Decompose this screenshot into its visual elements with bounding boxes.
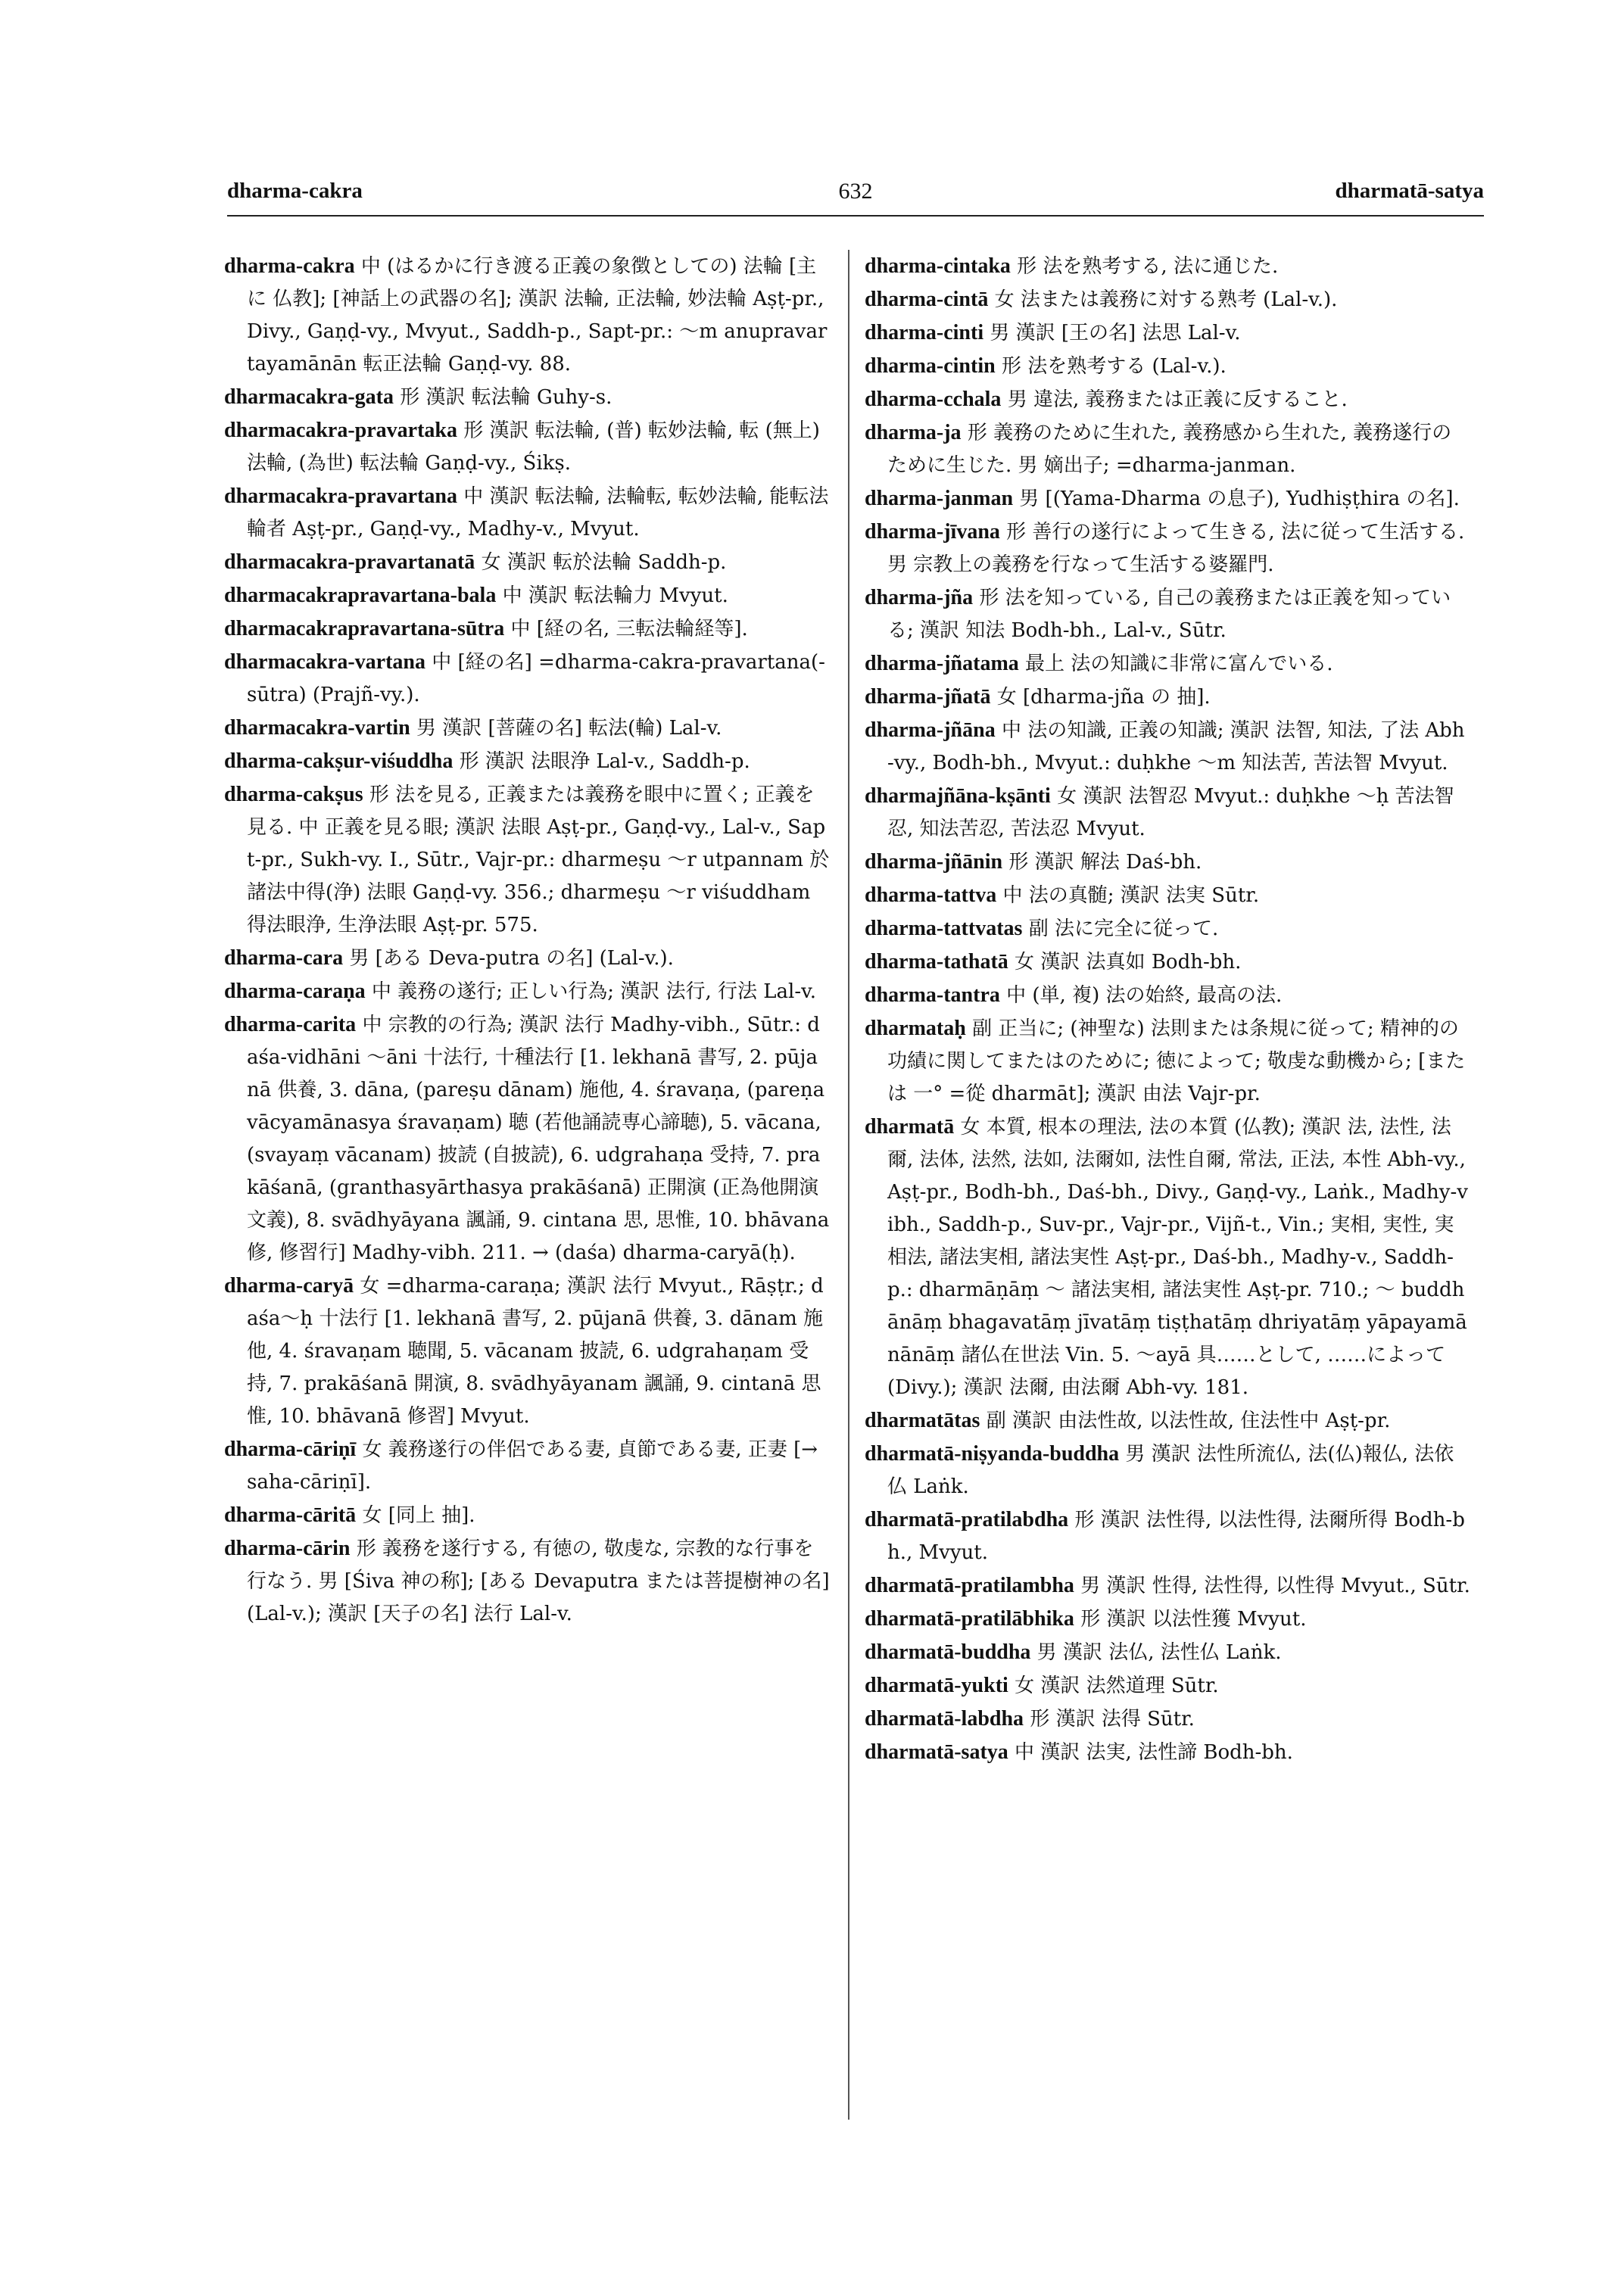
entry-headword: dharmacakrapravartana-sūtra [224, 617, 505, 640]
entry-headword: dharmatā-pratilabdha [865, 1508, 1069, 1531]
entry-definition: 中 [経の名, 三転法輪経等]. [510, 618, 748, 640]
entry-definition: 女 義務遂行の伴侶である妻, 貞節である妻, 正妻 [→ saha-cāriṇī]. [247, 1438, 818, 1494]
dictionary-entry [224, 1008, 830, 1270]
dictionary-entry [865, 383, 1470, 416]
entry-headword: dharmacakrapravartana-bala [224, 584, 497, 607]
entry-definition: 形 法を熟考する (Lal-v.). [1001, 355, 1227, 378]
entry-definition: 形 法を熟考する, 法に通じた. [1017, 255, 1279, 278]
dictionary-entry [865, 979, 1470, 1012]
entry-headword: dharma-cārin [224, 1537, 351, 1560]
dictionary-entry [224, 546, 830, 579]
entry-headword: dharmacakra-vartin [224, 716, 410, 740]
entry-headword: dharma-cāritā [224, 1503, 357, 1527]
entry-definition: 女 漢訳 転於法輪 Saddh-p. [481, 551, 727, 574]
dictionary-entry [865, 250, 1470, 283]
entry-definition: 中 法の知識, 正義の知識; 漢訳 法智, 知法, 了法 Abh-vy., Bodh-bh., Mvyut.: duḥkhe ～m 知法苦, 苦法智 Mvyut. [887, 719, 1465, 774]
entry-definition: 形 法を見る, 正義または義務を眼中に置く; 正義を見る. 中 正義を見る眼; 漢訳 法眼 Aṣṭ-pr., Gaṇḍ-vy., Lal-v., Sapt-pr., Sukh-vy. I., Sūtr., Vajr-pr.: dharmeṣu ～r utpannam 於諸法中得(浄) 法眼 Gaṇḍ-vy. 356.; dharmeṣu ～r viśuddham 得法眼浄, 生浄法眼 Aṣṭ-pr. 575. [247, 784, 830, 936]
entry-definition: 形 義務のために生れた, 義務感から生れた, 義務遂行のために生じた. 男 嫡出子; =dharma-janman. [887, 422, 1452, 477]
entry-headword: dharmatā [865, 1115, 955, 1139]
entry-headword: dharma-caraṇa [224, 980, 366, 1003]
entry-definition: 形 漢訳 法眼浄 Lal-v., Saddh-p. [459, 750, 750, 773]
dictionary-entry [224, 612, 830, 646]
entry-headword: dharmacakra-gata [224, 385, 394, 409]
entry-definition: 中 漢訳 法実, 法性諦 Bodh-bh. [1015, 1741, 1293, 1764]
entry-definition: 形 義務を遂行する, 有徳の, 敬虔な, 宗教的な行事を行なう. 男 [Śiva 神の称]; [ある Devaputra または菩提樹神の名] (Lal-v.); 漢訳 [天子の名] 法行 Lal-v. [247, 1537, 830, 1625]
dictionary-entry [865, 1669, 1470, 1703]
entry-definition: 女 漢訳 法然道理 Sūtr. [1015, 1675, 1219, 1697]
entry-headword: dharma-cakṣus [224, 783, 363, 806]
page-number: 632 [838, 179, 873, 204]
entry-headword: dharma-janman [865, 487, 1014, 510]
entry-definition: 形 法を知っている, 自己の義務または正義を知っている; 漢訳 知法 Bodh-bh., Lal-v., Sūtr. [887, 587, 1451, 642]
entry-headword: dharma-jīvana [865, 520, 1000, 544]
dictionary-entry [865, 516, 1470, 581]
entry-definition: 男 漢訳 法仏, 法性仏 Laṅk. [1036, 1641, 1282, 1664]
dictionary-entry [865, 1603, 1470, 1636]
entry-definition: 形 善行の遂行によって生きる, 法に従って生活する. 男 宗教上の義務を行なって生活する婆羅門. [887, 521, 1465, 576]
entry-headword: dharma-cintaka [865, 254, 1011, 278]
entry-definition: 中 法の真髄; 漢訳 法実 Sūtr. [1002, 884, 1260, 907]
entry-headword: dharmataḥ [865, 1017, 966, 1040]
dictionary-entry [865, 780, 1470, 846]
dictionary-entry [865, 283, 1470, 316]
entry-definition: 男 [ある Deva-putra の名] (Lal-v.). [349, 947, 674, 970]
entry-headword: dharma-caryā [224, 1274, 354, 1298]
entry-definition: 副 法に完全に従って. [1028, 918, 1219, 940]
dictionary-entry [865, 1404, 1470, 1438]
left-column [224, 250, 830, 1631]
entry-headword: dharma-carita [224, 1013, 357, 1036]
entry-headword: dharma-ja [865, 421, 962, 444]
right-column [865, 250, 1470, 1769]
entry-headword: dharma-cakra [224, 254, 355, 278]
dictionary-entry [865, 1438, 1470, 1503]
dictionary-entry [865, 1636, 1470, 1669]
header-rule [227, 215, 1484, 217]
entry-headword: dharma-jñatama [865, 652, 1019, 675]
entry-definition: 形 漢訳 転法輪 Guhy-s. [400, 386, 613, 409]
dictionary-entry [865, 316, 1470, 350]
header-right-guide-word: dharmatā-satya [1335, 179, 1484, 203]
entry-definition: 男 漢訳 [王の名] 法思 Lal-v. [990, 322, 1241, 344]
entry-definition: 中 義務の遂行; 正しい行為; 漢訳 法行, 行法 Lal-v. [371, 980, 817, 1003]
entry-headword: dharma-tantra [865, 983, 1000, 1007]
dictionary-entry [865, 879, 1470, 912]
entry-headword: dharma-cinti [865, 321, 984, 344]
dictionary-entry [865, 1503, 1470, 1569]
entry-headword: dharma-cchala [865, 388, 1002, 411]
entry-definition: 形 漢訳 法性得, 以法性得, 法爾所得 Bodh-bh., Mvyut. [887, 1509, 1465, 1564]
entry-headword: dharmajñāna-kṣānti [865, 784, 1051, 808]
dictionary-entry [865, 681, 1470, 714]
entry-definition: 形 漢訳 以法性獲 Mvyut. [1080, 1608, 1307, 1631]
dictionary-entry [865, 912, 1470, 946]
entry-definition: 男 違法, 義務または正義に反すること. [1007, 388, 1348, 411]
dictionary-entry [865, 647, 1470, 681]
entry-definition: 女 [dharma-jña の 抽]. [996, 686, 1211, 709]
entry-headword: dharmacakra-pravartaka [224, 419, 457, 442]
entry-headword: dharma-tathatā [865, 950, 1008, 974]
entry-definition: 女 漢訳 法智忍 Mvyut.: duḥkhe ～ḥ 苦法智忍, 知法苦忍, 苦法忍 Mvyut. [887, 785, 1454, 840]
entry-definition: 形 漢訳 転法輪, (普) 転妙法輪, 転 (無上) 法輪, (為世) 転法輪 Gaṇḍ-vy., Śikṣ. [247, 419, 820, 475]
dictionary-entry [224, 646, 830, 712]
dictionary-entry [224, 250, 830, 381]
entry-definition: 女 本質, 根本の理法, 法の本質 (仏教); 漢訳 法, 法性, 法爾, 法体, 法然, 法如, 法爾如, 法性自爾, 常法, 正法, 本性 Abh-vy., Aṣṭ-pr., Bodh-bh., Daś-bh., Divy., Gaṇḍ-vy., Laṅk., Madhy-vibh., Saddh-p., Suv-pr., Vajr-pr., Vijñ-t., Vin.; 実相, 実性, 実相法, 諸法実相, 諸法実性 Aṣṭ-pr., Daś-bh., Madhy-v., Saddh-p.: dharmāṇāṃ ～ 諸法実相, 諸法実性 Aṣṭ-pr. 710.; ～ buddhānāṃ bhagavatāṃ jīvatāṃ tiṣṭhatāṃ dhriyatāṃ yāpayamānānāṃ 諸仏在世法 Vin. 5. ～ayā 具……として, ……によって (Divy.); 漢訳 法爾, 由法爾 Abh-vy. 181. [887, 1116, 1468, 1399]
dictionary-entry [224, 712, 830, 745]
entry-definition: 男 漢訳 [菩薩の名] 転法(輪) Lal-v. [416, 717, 722, 740]
entry-headword: dharma-cakṣur-viśuddha [224, 749, 454, 773]
dictionary-entry [865, 714, 1470, 780]
entry-definition: 男 [(Yama-Dharma の息子), Yudhiṣṭhira の名]. [1019, 488, 1460, 510]
dictionary-entry [865, 482, 1470, 516]
entry-headword: dharmatātas [865, 1409, 980, 1432]
entry-headword: dharmatā-niṣyanda-buddha [865, 1442, 1120, 1466]
entry-headword: dharma-cintā [865, 288, 989, 311]
entry-headword: dharma-cara [224, 946, 344, 970]
dictionary-entry [865, 1111, 1470, 1404]
entry-headword: dharmatā-buddha [865, 1640, 1031, 1664]
entry-headword: dharma-cāriṇī [224, 1438, 357, 1461]
entry-definition: 中 (はるかに行き渡る正義の象徴としての) 法輪 [主に 仏教]; [神話上の武器の名]; 漢訳 法輪, 正法輪, 妙法輪 Aṣṭ-pr., Divy., Gaṇḍ-vy., Mvyut., Saddh-p., Sapt-pr.: ～m anupravartayamānān 転正法輪 Gaṇḍ-vy. 88. [247, 255, 828, 375]
entry-headword: dharmatā-yukti [865, 1674, 1008, 1697]
entry-headword: dharma-jñāna [865, 718, 996, 742]
entry-definition: 中 宗教的の行為; 漢訳 法行 Madhy-vibh., Sūtr.: daśa-vidhāni ～āni 十法行, 十種法行 [1. lekhanā 書写, 2. pūjanā 供養, 3. dāna, (pareṣu dānam) 施他, 4. śravaṇa, (pareṇa vācyamānasya śravaṇam) 聴 (若他誦読専心諦聴), 5. vācana, (svayaṃ vācanam) 披読 (自披読), 6. udgrahaṇa 受持, 7. prakāśanā, (granthasyārthasya prakāśanā) 正開演 (正為他開演文義), 8. svādhyāyana 諷誦, 9. cintana 思, 思惟, 10. bhāvana 修, 修習行] Madhy-vibh. 211. → (daśa) dharma-caryā(ḥ). [247, 1014, 830, 1264]
dictionary-entry [224, 579, 830, 612]
dictionary-entry [865, 1569, 1470, 1603]
dictionary-entry [224, 381, 830, 414]
dictionary-entry [865, 946, 1470, 979]
entry-headword: dharma-tattvatas [865, 917, 1023, 940]
entry-headword: dharma-tattva [865, 883, 997, 907]
dictionary-entry [224, 975, 830, 1008]
entry-definition: 中 (単, 複) 法の始終, 最高の法. [1006, 984, 1283, 1007]
entry-definition: 男 漢訳 性得, 法性得, 以性得 Mvyut., Sūtr. [1080, 1575, 1470, 1597]
dictionary-entry [865, 350, 1470, 383]
entry-headword: dharmacakra-pravartanatā [224, 550, 475, 574]
entry-definition: 副 正当に; (神聖な) 法則または条規に従って; 精神的の功績に関してまたはのために; 徳によって; 敬虔な動機から; [または 一° =從 dharmāt]; 漢訳 由法 Vajr-pr. [887, 1017, 1466, 1105]
dictionary-entry [224, 942, 830, 975]
dictionary-entry [224, 414, 830, 480]
dictionary-entry [224, 480, 830, 546]
entry-headword: dharmatā-satya [865, 1740, 1008, 1764]
entry-headword: dharma-jñatā [865, 685, 991, 709]
dictionary-entry [224, 1270, 830, 1433]
header-left-guide-word: dharma-cakra [227, 179, 363, 203]
entry-definition: 中 [経の名] =dharma-cakra-pravartana(-sūtra) (Prajñ-vy.). [247, 651, 825, 706]
entry-definition: 中 漢訳 転法輪, 法輪転, 転妙法輪, 能転法輪者 Aṣṭ-pr., Gaṇḍ-vy., Madhy-v., Mvyut. [247, 485, 829, 541]
dictionary-entry [224, 778, 830, 942]
entry-definition: 中 漢訳 転法輪力 Mvyut. [502, 584, 728, 607]
page-header [227, 179, 1484, 217]
dictionary-entry [865, 846, 1470, 879]
entry-definition: 形 漢訳 解法 Daś-bh. [1008, 851, 1202, 874]
entry-definition: 女 法または義務に対する熟考 (Lal-v.). [994, 288, 1338, 311]
entry-headword: dharmatā-pratilambha [865, 1574, 1074, 1597]
entry-definition: 副 漢訳 由法性故, 以法性故, 住法性中 Aṣṭ-pr. [986, 1410, 1391, 1432]
entry-headword: dharma-jña [865, 586, 974, 609]
dictionary-entry [865, 1703, 1470, 1736]
dictionary-entry [865, 1012, 1470, 1111]
dictionary-entry [224, 745, 830, 778]
entry-definition: 女 漢訳 法真如 Bodh-bh. [1015, 951, 1242, 974]
dictionary-entry [865, 581, 1470, 647]
entry-headword: dharma-jñānin [865, 850, 1003, 874]
dictionary-entry [865, 1736, 1470, 1769]
dictionary-entry [865, 416, 1470, 482]
entry-definition: 最上 法の知識に非常に富んでいる. [1025, 653, 1333, 675]
entry-headword: dharmacakra-pravartana [224, 484, 457, 508]
entry-definition: 女 [同上 抽]. [362, 1504, 475, 1527]
entry-definition: 形 漢訳 法得 Sūtr. [1030, 1708, 1195, 1731]
dictionary-entry [224, 1433, 830, 1499]
entry-headword: dharma-cintin [865, 354, 996, 378]
entry-headword: dharmatā-labdha [865, 1707, 1024, 1731]
dictionary-entry [224, 1499, 830, 1532]
entry-definition: 女 =dharma-caraṇa; 漢訳 法行 Mvyut., Rāṣṭr.; daśa～ḥ 十法行 [1. lekhanā 書写, 2. pūjanā 供養, 3. dānam 施他, 4. śravaṇam 聴聞, 5. vācanam 披読, 6. udgrahaṇam 受持, 7. prakāśanā 開演, 8. svādhyāyanam 諷誦, 9. cintanā 思惟, 10. bhāvanā 修習] Mvyut. [247, 1275, 824, 1428]
entry-definition: 男 漢訳 法性所流仏, 法(仏)報仏, 法依仏 Laṅk. [887, 1443, 1454, 1498]
column-divider [848, 250, 849, 2120]
entry-headword: dharmatā-pratilābhika [865, 1607, 1074, 1631]
dictionary-entry [224, 1532, 830, 1631]
entry-headword: dharmacakra-vartana [224, 650, 425, 674]
